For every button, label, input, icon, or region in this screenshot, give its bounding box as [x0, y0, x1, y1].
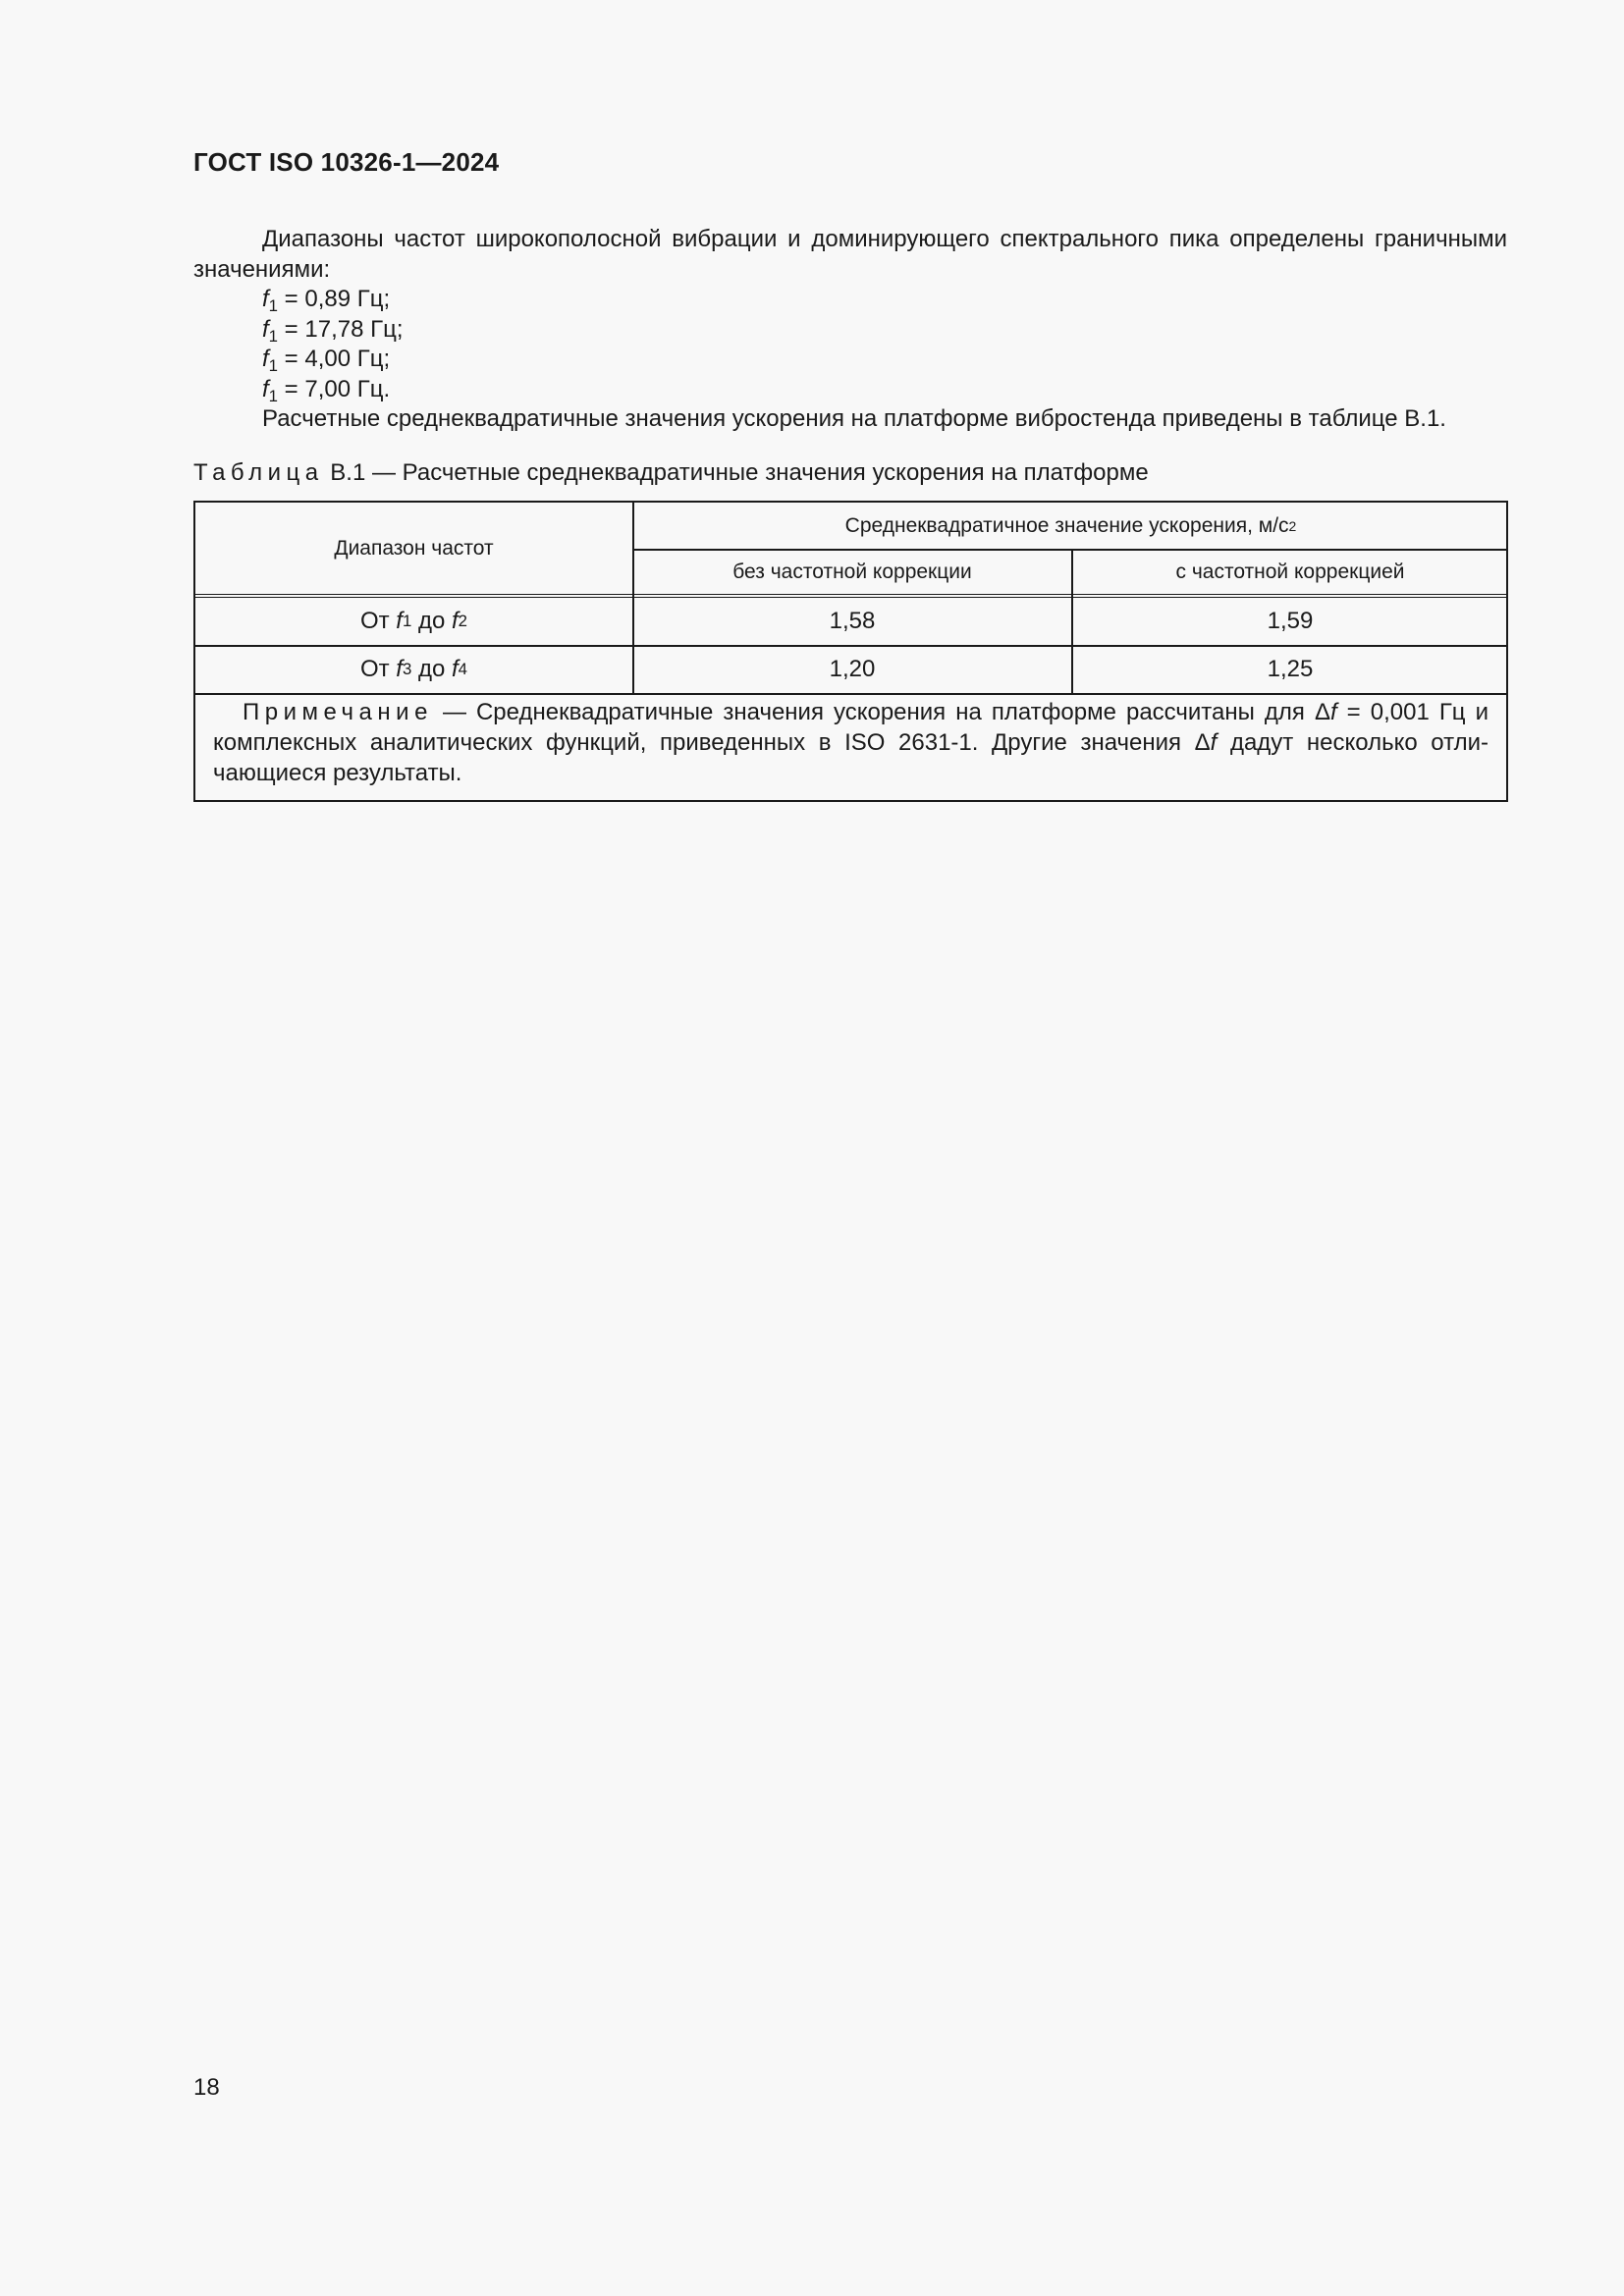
page-number: 18: [193, 2074, 220, 2101]
header-frequency-range: Диапазон частот: [334, 537, 494, 560]
frequency-line: [193, 345, 1507, 375]
frequency-value: = 0,89 Гц;: [278, 286, 391, 312]
frequency-index: 1: [268, 386, 279, 405]
range-symbol: f: [452, 608, 459, 634]
acceleration-table: [193, 501, 1508, 802]
frequency-value: = 4,00 Гц;: [278, 346, 391, 372]
range-mid: до: [411, 608, 452, 634]
frequency-symbol: f: [262, 375, 269, 402]
note-f-symbol: f: [1329, 699, 1337, 725]
range-prefix: От: [359, 608, 397, 634]
frequency-line: [193, 285, 1507, 315]
frequency-symbol: f: [262, 315, 269, 343]
value-with-correction: 1,25: [1267, 656, 1314, 682]
note-text: = 0,001 Гц и комплексных аналитических функций, приведенных в ISO 2631-1. Другие значения: [213, 699, 1489, 756]
table-caption: [193, 458, 1149, 488]
table-caption-label: Таблица: [193, 459, 324, 486]
frequency-line: [193, 315, 1507, 346]
range-symbol: f: [396, 608, 403, 634]
frequency-index: 1: [268, 296, 279, 315]
value-with-correction: 1,59: [1267, 608, 1314, 634]
header-with-correction: с частотной коррекцией: [1175, 561, 1405, 583]
delta-symbol: Δ: [1314, 699, 1330, 725]
note-f-symbol: f: [1210, 729, 1218, 756]
row-frequency-range: От f 3 до f 4: [359, 656, 468, 682]
value-without-correction: 1,58: [829, 608, 876, 634]
table-caption-text: В.1 — Расчетные среднеквадратичные значения ускорения на платформе: [323, 459, 1149, 486]
note-text: — Среднеквадратичные значения ускорения на платформе рассчитаны для: [432, 699, 1315, 725]
table-divider: [195, 693, 1506, 695]
range-mid: до: [411, 656, 452, 682]
intro-paragraph: Диапазоны частот широкополосной вибрации и доминирующего спектрального пика определены граничными значениями:: [193, 226, 1507, 283]
intro-block: [193, 225, 1507, 435]
range-symbol: f: [452, 656, 459, 682]
closing-paragraph: Расчетные среднеквадратичные значения ускорения на платформе вибростенда приведены в таблице В.1.: [262, 405, 1446, 432]
header-rms-label: Среднеквадратичное значение ускорения, м/с: [844, 513, 1289, 537]
frequency-index: 1: [268, 356, 279, 375]
frequency-line: [193, 375, 1507, 405]
frequency-index: 1: [268, 326, 279, 346]
table-note: [213, 697, 1489, 788]
frequency-value: = 17,78 Гц;: [278, 315, 404, 343]
frequency-symbol: f: [262, 346, 269, 372]
delta-symbol: Δ: [1194, 729, 1211, 756]
header-without-correction: без частотной коррекции: [732, 561, 972, 583]
header-rms-acceleration: Среднеквадратичное значение ускорения, м/с 2: [844, 513, 1297, 537]
value-without-correction: 1,20: [829, 656, 876, 682]
frequency-symbol: f: [262, 286, 269, 312]
note-label: Примечание: [243, 699, 433, 725]
range-symbol: f: [396, 656, 403, 682]
note-text: дадут несколько отличающиеся результаты.: [213, 729, 1489, 786]
frequency-value: = 7,00 Гц.: [278, 375, 391, 402]
document-title: ГОСТ ISO 10326-1—2024: [193, 147, 500, 177]
row-frequency-range: От f 1 до f 2: [359, 608, 468, 634]
range-prefix: От: [359, 656, 397, 682]
